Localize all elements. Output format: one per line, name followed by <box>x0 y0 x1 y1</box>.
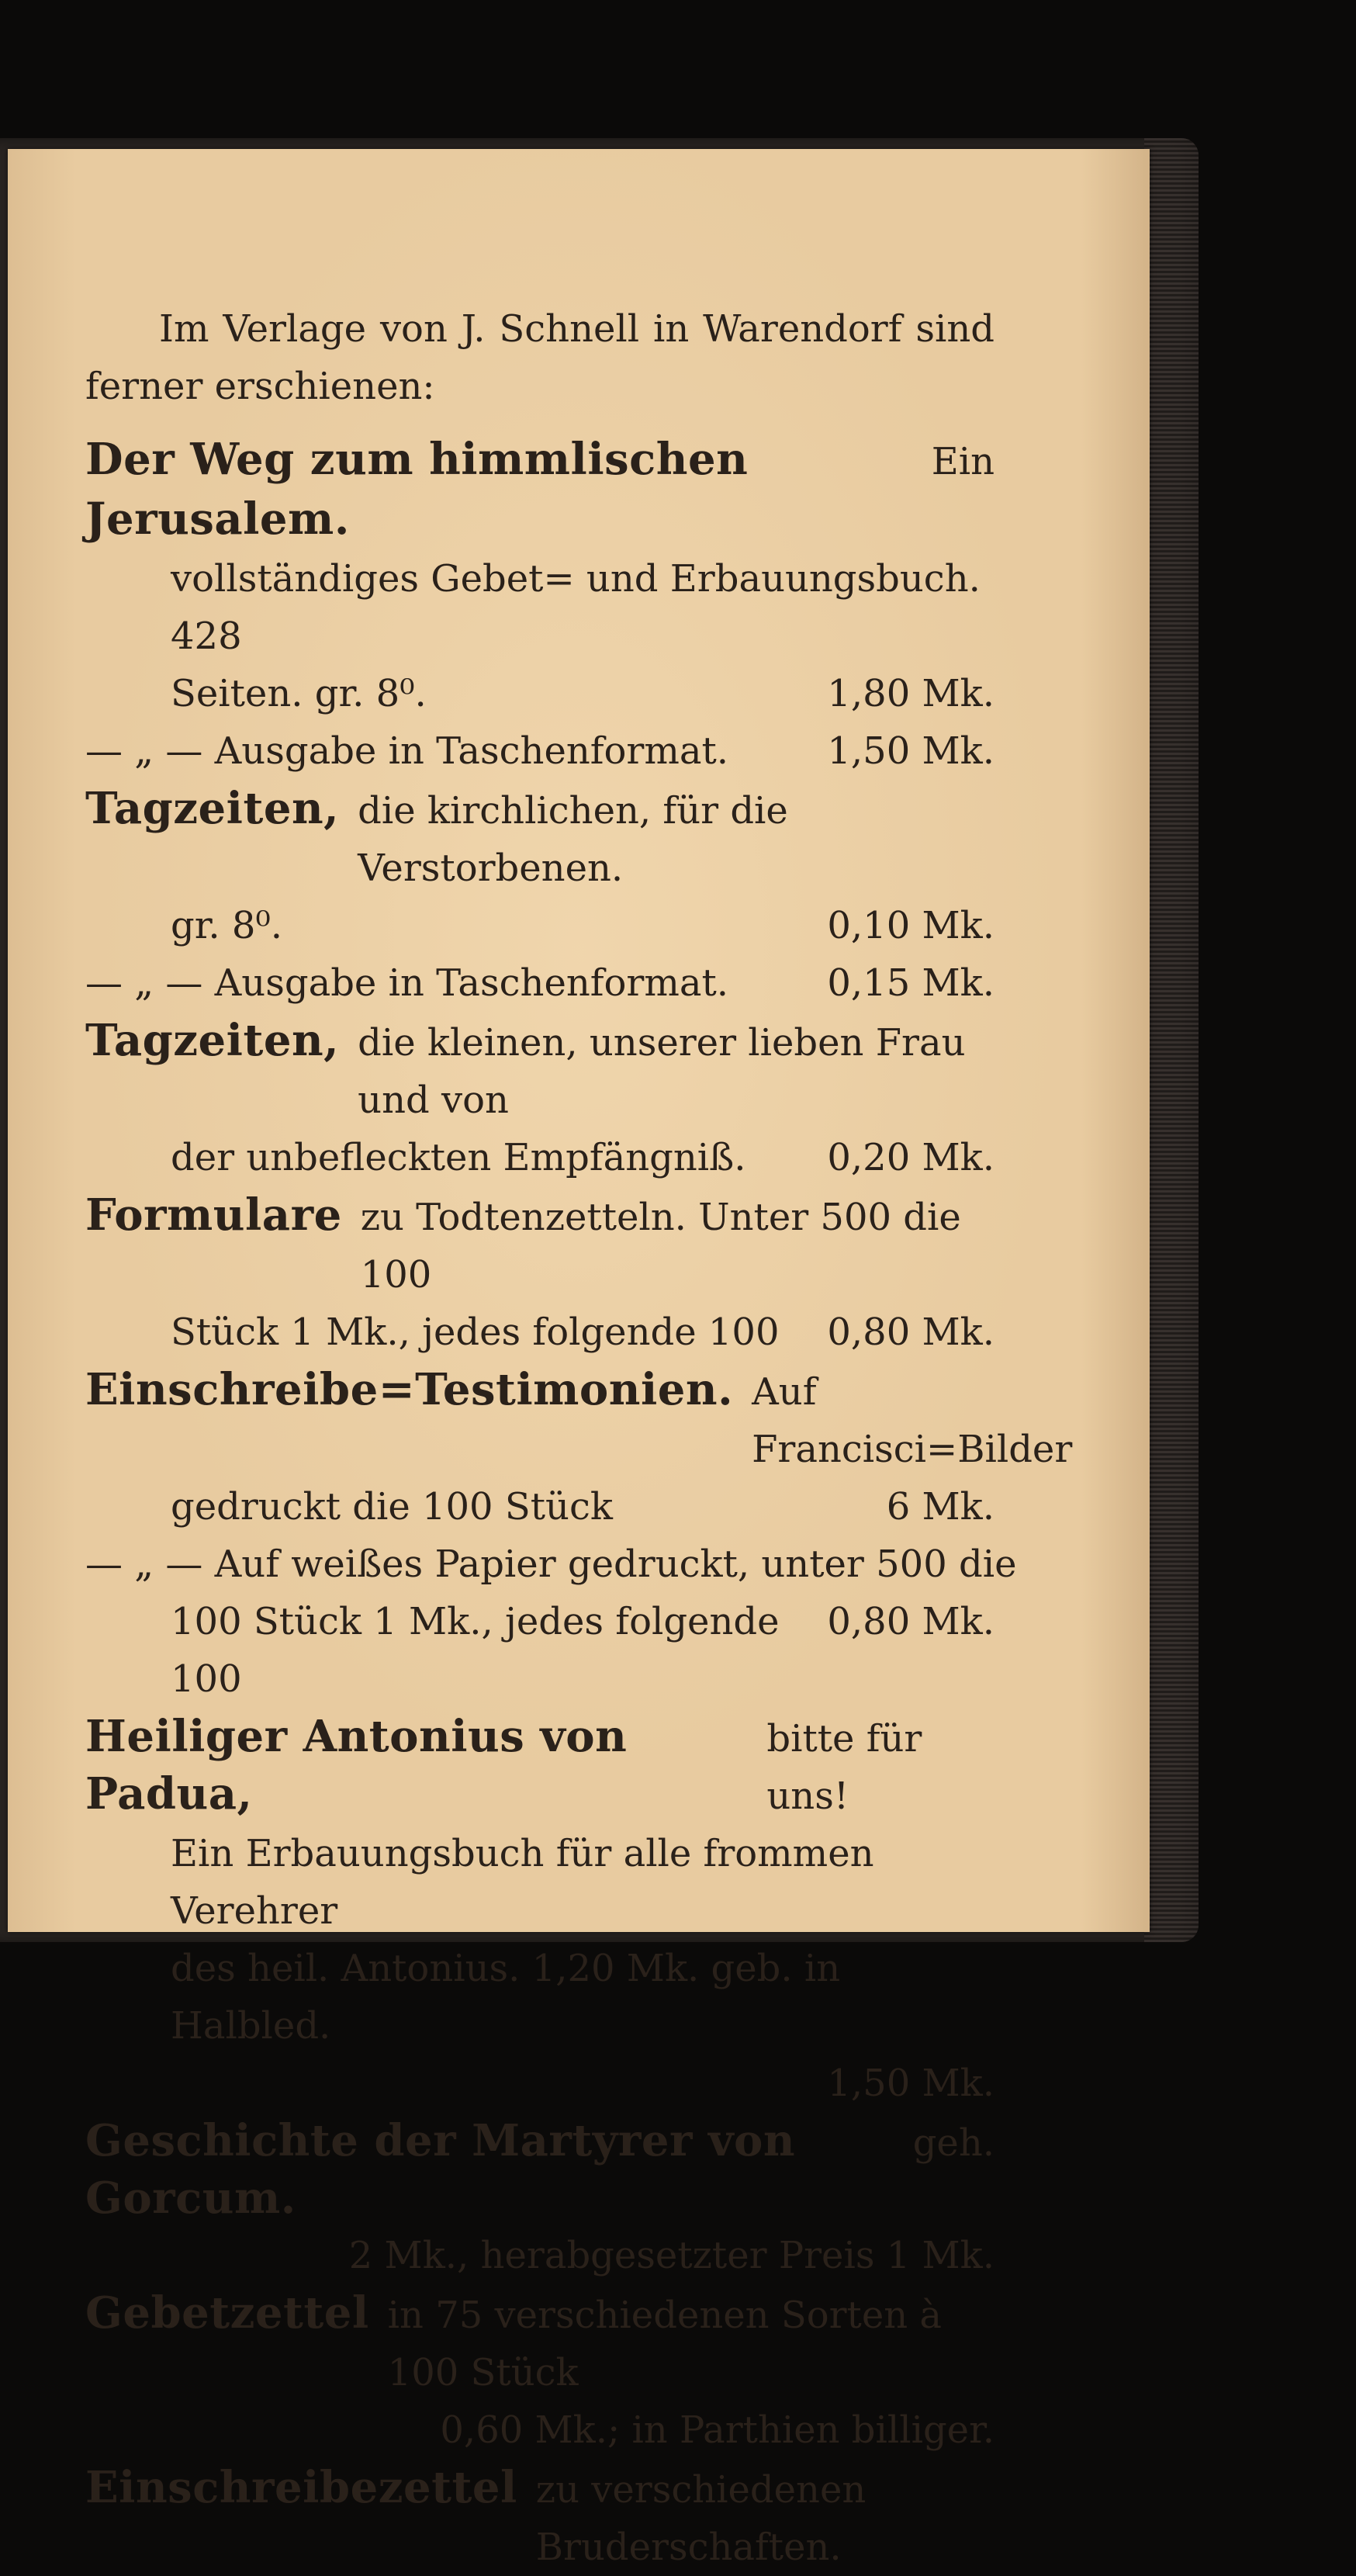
book-entry <box>85 431 995 722</box>
book-entry <box>85 1708 995 2112</box>
entry-line <box>85 1536 1017 1593</box>
entry-title: Einschreibezettel <box>85 2462 517 2513</box>
entry-text: gr. 8⁰. <box>171 904 282 947</box>
entry-text: die kirchlichen, für die Verstorbenen. <box>358 789 788 890</box>
entry-line <box>85 1825 995 1940</box>
intro-paragraph <box>85 300 995 415</box>
entry-price: 0,10 Mk. <box>827 904 995 947</box>
intro-line-1: Im Verlage von J. Schnell in Warendorf sind <box>159 307 995 351</box>
cover-spine-edge <box>1144 138 1199 1942</box>
book-entry <box>85 954 995 1012</box>
entry-title: Tagzeiten, <box>85 1015 340 1066</box>
intro-line-2: ferner erschienen: <box>85 365 435 408</box>
entry-line <box>85 897 995 954</box>
entry-line <box>85 2459 995 2576</box>
book-page <box>8 149 1150 2569</box>
entry-text: 100 Stück 1 Mk., jedes folgende 100 <box>171 1600 780 1701</box>
entry-title: Formulare <box>85 1189 342 1241</box>
book-entry <box>85 2284 995 2459</box>
book-entry <box>85 1536 1017 1708</box>
entry-line <box>85 722 995 780</box>
entry-text: — „ — Ausgabe in Taschenformat. <box>85 729 729 773</box>
entry-text: des heil. Antonius. 1,20 Mk. geb. in Halbled. <box>171 1947 841 2048</box>
entry-price: 0,60 Mk.; in Parthien billiger. <box>440 2408 995 2452</box>
entry-price: 1,80 Mk. <box>827 672 995 715</box>
entry-text: zu Todtenzetteln. Unter 500 die 100 <box>360 1196 961 1297</box>
entry-text: Auf Francisci=Bilder <box>752 1370 1073 1471</box>
entry-price: 0,20 Mk. <box>827 1136 995 1179</box>
book-entry <box>85 1012 995 1186</box>
entry-text: der unbefleckten Empfängniß. <box>171 1136 746 1179</box>
entry-line <box>85 2055 995 2112</box>
book-entry <box>85 2112 995 2284</box>
entry-line <box>85 431 995 550</box>
entry-text: Stück 1 Mk., jedes folgende 100 <box>171 1311 780 1354</box>
entry-line <box>85 550 995 665</box>
entry-text: Ein Erbauungsbuch für alle frommen Verehrer <box>171 1832 874 1933</box>
entry-text: — „ — Ausgabe in Taschenformat. <box>85 961 729 1005</box>
entry-line <box>85 1940 995 2055</box>
entry-text: geh. <box>912 2121 995 2165</box>
book-entry <box>85 2459 995 2576</box>
entry-title: Heiliger Antonius von Padua, <box>85 1711 628 1819</box>
entry-title: Einschreibe=Testimonien. <box>85 1364 734 1415</box>
entry-line <box>85 2401 995 2459</box>
entry-title: Geschichte der Martyrer von Gorcum. <box>85 2115 796 2224</box>
entry-text: in 75 verschiedenen Sorten à 100 Stück <box>387 2294 943 2394</box>
entry-line <box>85 780 995 897</box>
entry-text: die kleinen, unserer lieben Frau und von <box>358 1021 966 1122</box>
entry-price: 0,15 Mk. <box>827 961 995 1005</box>
entry-line <box>85 665 995 722</box>
entry-text: — „ — Auf weißes Papier gedruckt, unter 500 die <box>85 1542 1017 1586</box>
entry-text: Ein <box>931 440 995 483</box>
book-entry <box>85 780 995 954</box>
entry-text: vollständiges Gebet= und Erbauungsbuch. 428 <box>171 557 981 658</box>
entry-text: zu verschiedenen Bruderschaften. <box>535 2468 867 2569</box>
book-entry <box>85 1361 1073 1536</box>
entry-price: 6 Mk. <box>886 1485 995 1529</box>
entry-price: 2 Mk., herabgesetzter Preis 1 Mk. <box>348 2234 995 2277</box>
book-entry <box>85 722 995 780</box>
entry-line <box>85 1478 995 1536</box>
entry-text: Seiten. gr. 8⁰. <box>171 672 427 715</box>
book-entry <box>85 1186 995 1361</box>
entry-price: 1,50 Mk. <box>827 2062 995 2105</box>
entry-title: Tagzeiten, <box>85 783 340 834</box>
entry-price: 0,80 Mk. <box>827 1311 995 1354</box>
entry-price: 0,80 Mk. <box>827 1600 995 1643</box>
entry-line <box>85 1593 995 1708</box>
entry-line <box>85 1304 995 1361</box>
entry-line <box>85 1361 1073 1478</box>
entry-line <box>85 1012 995 1129</box>
entry-line <box>85 1708 995 1825</box>
entry-title: Der Weg zum himmlischen Jerusalem. <box>85 434 749 545</box>
advertisement-text <box>85 300 1073 2576</box>
entry-text: bitte für uns! <box>766 1717 922 1818</box>
entry-line <box>85 1186 995 1304</box>
entry-line <box>85 2284 995 2401</box>
entry-text: gedruckt die 100 Stück <box>171 1485 613 1529</box>
entry-line <box>85 954 995 1012</box>
entry-line <box>85 2112 995 2227</box>
entry-line <box>85 1129 995 1186</box>
entry-title: Gebetzettel <box>85 2287 369 2339</box>
entry-price: 1,50 Mk. <box>827 729 995 773</box>
entry-line <box>85 2227 995 2284</box>
